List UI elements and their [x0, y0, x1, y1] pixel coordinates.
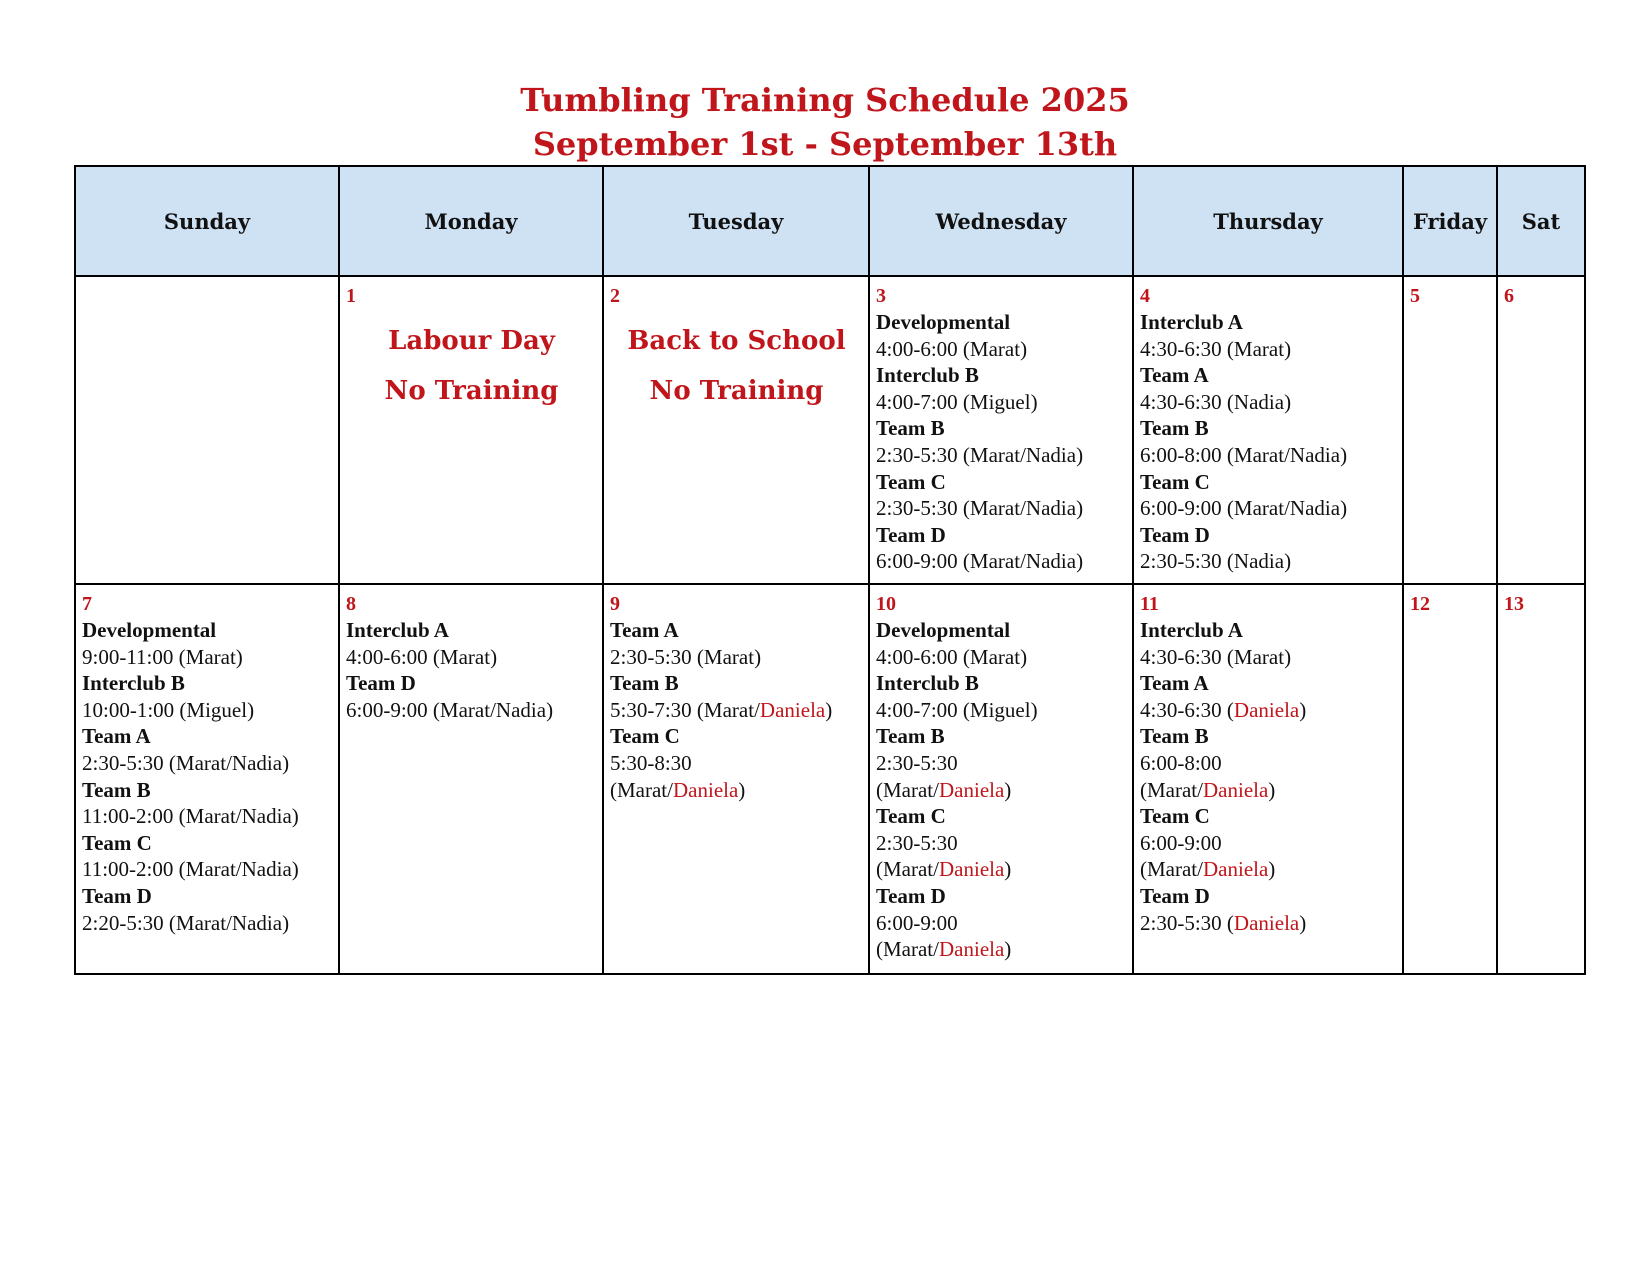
- header-sunday: Sunday: [75, 166, 339, 276]
- coach-name: Nadia: [1025, 442, 1077, 467]
- no-training-note: Labour Day: [388, 326, 555, 356]
- session-group: Team A: [82, 724, 151, 749]
- coach-name: Marat: [439, 644, 491, 669]
- session-time-line: 11:00-2:00 (Marat/Nadia): [82, 804, 299, 829]
- coach-name: Nadia: [1233, 549, 1285, 574]
- session-time-line: 4:00-7:00 (Miguel): [876, 697, 1038, 722]
- session-time: 2:30-5:30: [610, 644, 697, 669]
- session-time-line: 4:00-6:00 (Marat): [876, 336, 1028, 361]
- session-group: Team D: [1140, 883, 1210, 908]
- session-time: 2:30-5:30: [876, 750, 958, 775]
- day-number: 3: [876, 285, 886, 307]
- coach-name: Marat: [185, 804, 236, 829]
- session-time: 9:00-11:00: [82, 644, 174, 669]
- session-time: 4:30-6:30: [1140, 644, 1222, 669]
- coach-name: Miguel: [969, 697, 1031, 722]
- session-group: Team C: [876, 469, 946, 494]
- session-coaches: (Marat/Daniela): [876, 937, 1012, 962]
- day-number: 9: [610, 593, 620, 615]
- session-time: 4:30-6:30: [1140, 697, 1227, 722]
- page-title: [0, 78, 1650, 166]
- coach-name: Daniela: [1233, 697, 1300, 722]
- session-time: 2:20-5:30: [82, 910, 164, 935]
- session-group: Interclub B: [82, 671, 185, 696]
- day-number: 2: [610, 285, 620, 307]
- day-number: 8: [346, 593, 356, 615]
- day-cell: [603, 276, 869, 584]
- session-group: Team C: [610, 724, 680, 749]
- session-time: 4:30-6:30: [1140, 336, 1222, 361]
- coach-name: Marat: [969, 496, 1021, 521]
- coach-name: Marat: [1233, 644, 1285, 669]
- session-time: 4:30-6:30: [1140, 389, 1227, 414]
- day-number: 12: [1410, 593, 1430, 615]
- coach-name: Daniela: [1233, 910, 1300, 935]
- session-group: Developmental: [876, 618, 1011, 642]
- session-time-line: 11:00-2:00 (Marat/Nadia): [82, 857, 299, 882]
- coach-name: Marat: [175, 750, 227, 775]
- session-group: Interclub A: [1140, 310, 1243, 334]
- coach-name: Marat: [883, 777, 934, 802]
- coach-name: Marat: [1147, 857, 1198, 882]
- coach-name: Marat: [185, 644, 236, 669]
- coach-name: Marat: [175, 910, 227, 935]
- coach-name: Daniela: [1203, 777, 1269, 802]
- coach-name: Marat: [1147, 777, 1198, 802]
- day-number: 5: [1410, 285, 1420, 307]
- session-time-line: 6:00-9:00 (Marat/Nadia): [1140, 496, 1348, 521]
- day-number: 4: [1140, 285, 1150, 307]
- session-time: 6:00-9:00: [1140, 830, 1222, 855]
- session-time-line: 4:30-6:30 (Daniela): [1140, 697, 1307, 722]
- coach-name: Nadia: [1025, 496, 1077, 521]
- session-time: 2:30-5:30: [876, 442, 958, 467]
- coach-name: Marat: [969, 549, 1021, 574]
- session-group: Team C: [876, 804, 946, 829]
- session-time: 4:00-7:00: [876, 389, 958, 414]
- session-group: Team B: [610, 671, 679, 696]
- coach-name: Marat: [703, 644, 755, 669]
- session-time: 2:30-5:30: [876, 830, 958, 855]
- session-group: Team D: [876, 522, 946, 547]
- day-cell: [75, 584, 339, 974]
- session-group: Interclub A: [1140, 618, 1243, 642]
- day-cell: [869, 584, 1133, 974]
- header-monday: Monday: [339, 166, 603, 276]
- day-cell: [603, 584, 869, 974]
- session-time-line: 4:30-6:30 (Marat): [1140, 336, 1292, 361]
- session-group: Team A: [1140, 363, 1209, 388]
- coach-name: Daniela: [1203, 857, 1269, 882]
- session-time: 6:00-9:00: [876, 910, 958, 935]
- session-group: Team A: [1140, 671, 1209, 696]
- session-time-line: 9:00-11:00 (Marat): [82, 644, 243, 669]
- session-time-line: 6:00-8:00 (Marat/Nadia): [1140, 442, 1348, 467]
- session-time-line: 2:30-5:30 (Marat/Nadia): [82, 750, 290, 775]
- header-friday: Friday: [1403, 166, 1497, 276]
- day-cell: [1403, 584, 1497, 974]
- day-number: 7: [82, 593, 92, 615]
- day-cell: [869, 276, 1133, 584]
- coach-name: Miguel: [969, 389, 1031, 414]
- coach-name: Daniela: [939, 777, 1005, 802]
- session-coaches: (Marat/Daniela): [1140, 777, 1276, 802]
- day-cell: [1133, 584, 1403, 974]
- coach-name: Miguel: [186, 697, 248, 722]
- day-cell: [339, 276, 603, 584]
- schedule-table: [74, 165, 1586, 975]
- session-time-line: 4:00-7:00 (Miguel): [876, 389, 1038, 414]
- session-group: Team B: [876, 416, 945, 441]
- coach-name: Nadia: [1289, 496, 1341, 521]
- session-time-line: 2:20-5:30 (Marat/Nadia): [82, 910, 290, 935]
- session-time-line: [876, 910, 1127, 937]
- session-time-line: [1140, 750, 1397, 777]
- session-time: 5:30-8:30: [610, 750, 692, 775]
- day-cell: [75, 276, 339, 584]
- coach-name: Nadia: [1289, 442, 1341, 467]
- session-group: Team D: [876, 883, 946, 908]
- session-time: 6:00-9:00: [1140, 496, 1222, 521]
- session-group: Team C: [82, 830, 152, 855]
- no-training-note: No Training: [384, 376, 559, 406]
- session-coaches: (Marat/Daniela): [876, 777, 1012, 802]
- session-time: 4:00-7:00: [876, 697, 958, 722]
- coach-name: Marat: [883, 937, 934, 962]
- coach-name: Daniela: [759, 697, 826, 722]
- session-time-line: 2:30-5:30 (Marat/Nadia): [876, 442, 1084, 467]
- session-time-line: 10:00-1:00 (Miguel): [82, 697, 255, 722]
- session-coaches: (Marat/Daniela): [1140, 857, 1276, 882]
- session-time: 4:00-6:00: [346, 644, 428, 669]
- coach-name: Nadia: [1233, 389, 1285, 414]
- coach-name: Marat: [1233, 496, 1285, 521]
- session-coaches: (Marat/Daniela): [876, 857, 1012, 882]
- session-group: Team B: [876, 724, 945, 749]
- coach-name: Marat: [969, 644, 1021, 669]
- coach-name: Marat: [617, 777, 668, 802]
- session-group: Team B: [1140, 416, 1209, 441]
- day-cell: [1133, 276, 1403, 584]
- session-time: 4:00-6:00: [876, 336, 958, 361]
- session-time-line: 2:30-5:30 (Marat/Nadia): [876, 496, 1084, 521]
- session-time: 2:30-5:30: [1140, 910, 1222, 935]
- coach-name: Marat: [969, 442, 1021, 467]
- session-group: Team C: [1140, 469, 1210, 494]
- session-time-line: 6:00-9:00 (Marat/Nadia): [876, 549, 1084, 574]
- coach-name: Marat: [1233, 442, 1285, 467]
- session-group: Team B: [1140, 724, 1209, 749]
- session-time: 5:30-7:30: [610, 697, 692, 722]
- session-group: Interclub B: [876, 363, 979, 388]
- coach-name: Marat: [185, 857, 236, 882]
- week-row-1: [75, 276, 1585, 584]
- day-cell: [339, 584, 603, 974]
- session-group: Team D: [1140, 522, 1210, 547]
- coach-name: Daniela: [939, 857, 1005, 882]
- session-time-line: [610, 750, 863, 777]
- session-group: Team D: [346, 671, 416, 696]
- session-time-line: [876, 830, 1127, 857]
- session-time-line: 4:00-6:00 (Marat): [346, 644, 498, 669]
- coach-name: Nadia: [231, 750, 283, 775]
- day-number: 6: [1504, 285, 1514, 307]
- week-row-2: [75, 584, 1585, 974]
- session-time-line: 4:30-6:30 (Marat): [1140, 644, 1292, 669]
- session-time: 11:00-2:00: [82, 857, 174, 882]
- coach-name: Marat: [1233, 336, 1285, 361]
- day-number: 11: [1140, 593, 1159, 615]
- coach-name: Nadia: [241, 804, 292, 829]
- weekday-header-row: [75, 166, 1585, 276]
- session-group: Interclub A: [346, 618, 449, 642]
- header-wednesday: Wednesday: [869, 166, 1133, 276]
- session-time-line: [876, 750, 1127, 777]
- session-time: 11:00-2:00: [82, 804, 174, 829]
- coach-name: Daniela: [939, 937, 1005, 962]
- day-number: 10: [876, 593, 896, 615]
- session-time: 2:30-5:30: [1140, 549, 1222, 574]
- header-tuesday: Tuesday: [603, 166, 869, 276]
- day-cell: [1403, 276, 1497, 584]
- title-line-2: September 1st - September 13th: [532, 125, 1118, 163]
- session-group: Developmental: [82, 618, 217, 642]
- session-coaches: (Marat/Daniela): [610, 777, 746, 802]
- session-time: 6:00-8:00: [1140, 750, 1222, 775]
- no-training-note: Back to School: [627, 326, 846, 356]
- session-time: 10:00-1:00: [82, 697, 175, 722]
- session-time: 4:00-6:00: [876, 644, 958, 669]
- header-saturday: Sat: [1497, 166, 1585, 276]
- day-cell: [1497, 276, 1585, 584]
- coach-name: Nadia: [495, 697, 547, 722]
- session-time-line: 4:00-6:00 (Marat): [876, 644, 1028, 669]
- session-group: Team A: [610, 618, 679, 642]
- title-line-1: Tumbling Training Schedule 2025: [520, 81, 1130, 119]
- coach-name: Nadia: [231, 910, 283, 935]
- session-time-line: 2:30-5:30 (Nadia): [1140, 549, 1292, 574]
- coach-name: Nadia: [1025, 549, 1077, 574]
- session-time-line: 5:30-7:30 (Marat/Daniela): [610, 697, 833, 722]
- no-training-note: No Training: [649, 376, 824, 406]
- day-number: 1: [346, 285, 356, 307]
- session-time-line: [1140, 830, 1397, 857]
- coach-name: Nadia: [241, 857, 292, 882]
- coach-name: Marat: [969, 336, 1021, 361]
- session-time: 6:00-9:00: [346, 697, 428, 722]
- coach-name: Marat: [703, 697, 755, 722]
- session-time: 2:30-5:30: [82, 750, 169, 775]
- session-time: 6:00-8:00: [1140, 442, 1222, 467]
- session-time-line: 6:00-9:00 (Marat/Nadia): [346, 697, 554, 722]
- session-group: Team C: [1140, 804, 1210, 829]
- session-time-line: 2:30-5:30 (Marat): [610, 644, 762, 669]
- coach-name: Daniela: [673, 777, 739, 802]
- coach-name: Marat: [883, 857, 934, 882]
- session-group: Developmental: [876, 310, 1011, 334]
- session-time: 2:30-5:30: [876, 496, 958, 521]
- session-group: Team D: [82, 883, 152, 908]
- session-time-line: 4:30-6:30 (Nadia): [1140, 389, 1292, 414]
- session-group: Interclub B: [876, 671, 979, 696]
- session-time-line: 2:30-5:30 (Daniela): [1140, 910, 1307, 935]
- session-time: 6:00-9:00: [876, 549, 958, 574]
- day-cell: [1497, 584, 1585, 974]
- session-group: Team B: [82, 777, 151, 802]
- coach-name: Marat: [439, 697, 491, 722]
- header-thursday: Thursday: [1133, 166, 1403, 276]
- day-number: 13: [1504, 593, 1524, 615]
